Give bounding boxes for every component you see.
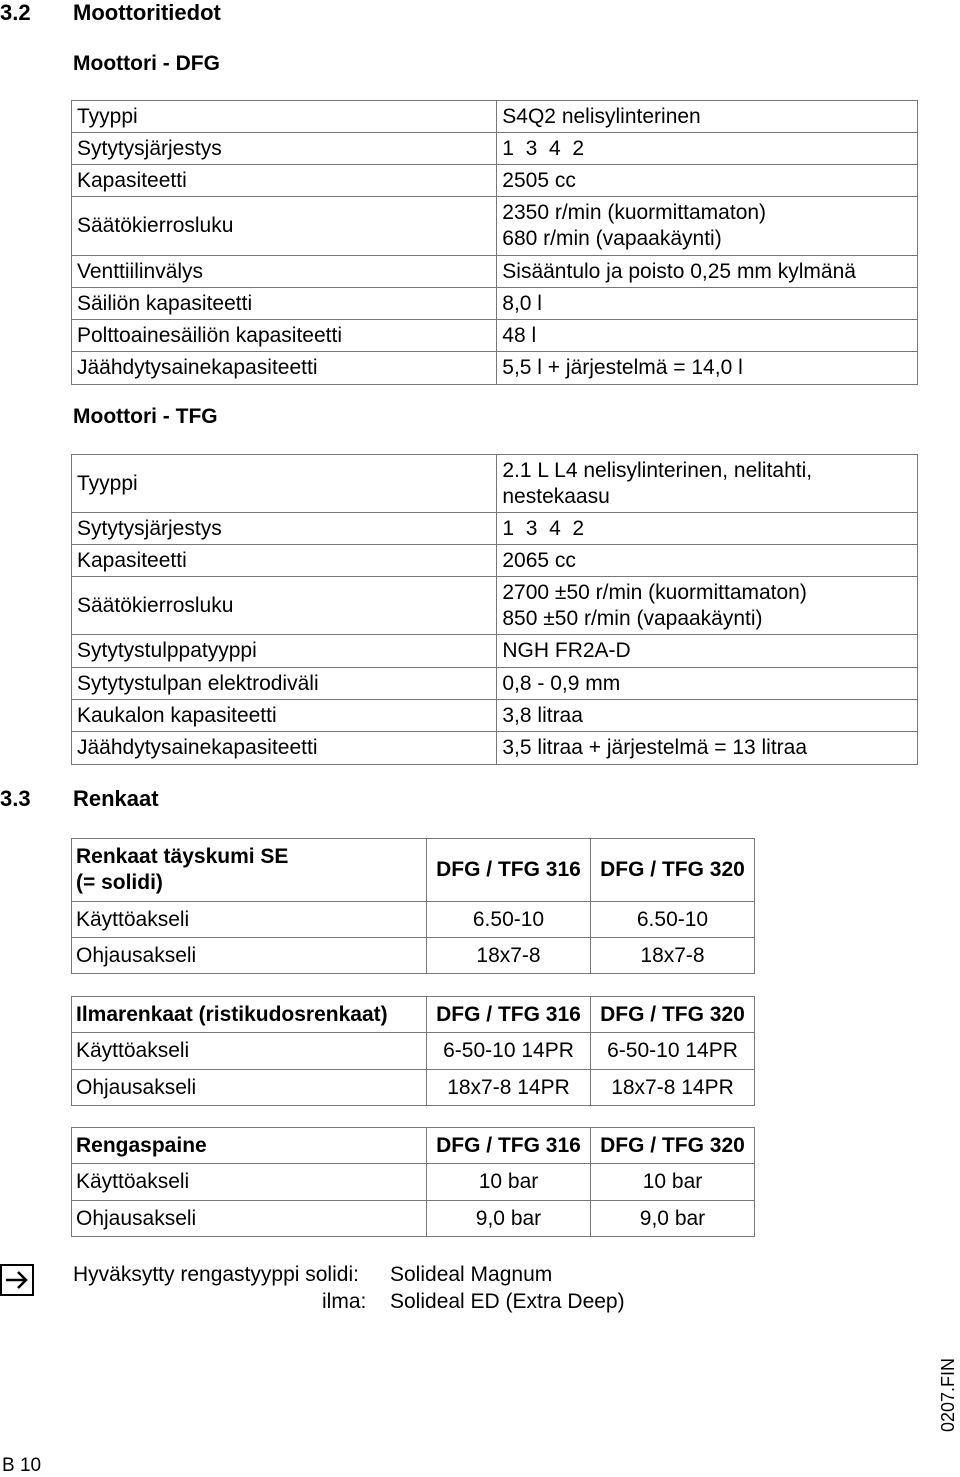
spec-label: Sytytystulppatyyppi	[72, 635, 497, 668]
table-cell: Ohjausakseli	[72, 1201, 427, 1237]
spec-value: Sisääntulo ja poisto 0,25 mm kylmänä	[497, 256, 918, 288]
column-header: DFG / TFG 320	[591, 839, 755, 902]
spec-value: 2065 cc	[497, 545, 918, 577]
table-row	[72, 1070, 755, 1106]
table-row	[72, 1201, 755, 1237]
table-row	[72, 1164, 755, 1201]
page-number: B 10	[2, 1455, 42, 1476]
engine-dfg-heading: Moottori - DFG	[73, 52, 220, 75]
table-cell: 18x7-8	[427, 938, 591, 974]
table-header-row	[72, 1128, 755, 1164]
engine-tfg-table	[71, 454, 918, 765]
section-title-engine: Moottoritiedot	[73, 0, 221, 25]
table-row	[72, 256, 918, 288]
column-header: Ilmarenkaat (ristikudosrenkaat)	[72, 997, 427, 1033]
spec-value: 48 l	[497, 320, 918, 352]
spec-value: 8,0 l	[497, 288, 918, 320]
spec-value: NGH FR2A-D	[497, 635, 918, 668]
table-row	[72, 545, 918, 577]
column-header: Renkaat täyskumi SE (= solidi)	[72, 839, 427, 902]
table-row	[72, 700, 918, 732]
table-cell: Käyttöakseli	[72, 1164, 427, 1201]
table-cell: 9,0 bar	[591, 1201, 755, 1237]
spec-value: S4Q2 nelisylinterinen	[497, 101, 918, 133]
note-approved-solid-value: Solideal Magnum	[390, 1263, 553, 1286]
table-row	[72, 732, 918, 765]
table-row	[72, 513, 918, 545]
spec-label: Polttoainesäiliön kapasiteetti	[72, 320, 497, 352]
table-header-row	[72, 997, 755, 1033]
spec-value: 1 3 4 2	[497, 133, 918, 165]
spec-value: 2350 r/min (kuormittamaton) 680 r/min (vapaakäynti)	[497, 197, 918, 256]
table-cell: 6-50-10 14PR	[427, 1033, 591, 1070]
engine-dfg-table	[71, 100, 918, 385]
column-header: DFG / TFG 320	[591, 997, 755, 1033]
column-header: DFG / TFG 316	[427, 997, 591, 1033]
table-row	[72, 133, 918, 165]
document-code: 0207.FIN	[938, 1357, 958, 1432]
table-header-row	[72, 839, 755, 902]
table-row	[72, 320, 918, 352]
table-cell: 10 bar	[591, 1164, 755, 1201]
table-cell: Ohjausakseli	[72, 938, 427, 974]
table-cell: 6-50-10 14PR	[591, 1033, 755, 1070]
table-row	[72, 455, 918, 513]
table-row	[72, 1033, 755, 1070]
table-cell: 6.50-10	[591, 902, 755, 938]
spec-value: 0,8 - 0,9 mm	[497, 668, 918, 700]
table-row	[72, 288, 918, 320]
spec-label: Jäähdytysainekapasiteetti	[72, 732, 497, 765]
table-cell: 9,0 bar	[427, 1201, 591, 1237]
tires-air-table	[71, 996, 755, 1106]
spec-label: Kaukalon kapasiteetti	[72, 700, 497, 732]
table-cell: Käyttöakseli	[72, 1033, 427, 1070]
table-row	[72, 668, 918, 700]
table-cell: 6.50-10	[427, 902, 591, 938]
spec-label: Venttiilinvälys	[72, 256, 497, 288]
spec-label: Sytytystulpan elektrodiväli	[72, 668, 497, 700]
table-cell: Käyttöakseli	[72, 902, 427, 938]
column-header: DFG / TFG 320	[591, 1128, 755, 1164]
spec-label: Tyyppi	[72, 101, 497, 133]
spec-value: 1 3 4 2	[497, 513, 918, 545]
note-approved-air-value: Solideal ED (Extra Deep)	[390, 1290, 625, 1313]
spec-label: Säätökierrosluku	[72, 197, 497, 256]
table-cell: Ohjausakseli	[72, 1070, 427, 1106]
table-row	[72, 577, 918, 635]
column-header: DFG / TFG 316	[427, 1128, 591, 1164]
section-title-tires: Renkaat	[73, 786, 159, 811]
note-approved-air-label: ilma:	[322, 1290, 367, 1313]
spec-value: 2505 cc	[497, 165, 918, 197]
table-cell: 10 bar	[427, 1164, 591, 1201]
spec-label: Säiliön kapasiteetti	[72, 288, 497, 320]
spec-label: Tyyppi	[72, 455, 497, 513]
spec-value: 2700 ±50 r/min (kuormittamaton) 850 ±50 r/min (vapaakäynti)	[497, 577, 918, 635]
spec-value: 5,5 l + järjestelmä = 14,0 l	[497, 352, 918, 385]
spec-value: 3,5 litraa + järjestelmä = 13 litraa	[497, 732, 918, 765]
spec-label: Jäähdytysainekapasiteetti	[72, 352, 497, 385]
spec-value: 3,8 litraa	[497, 700, 918, 732]
column-header: Rengaspaine	[72, 1128, 427, 1164]
section-number-engine: 3.2	[0, 0, 31, 25]
table-row	[72, 101, 918, 133]
spec-value: 2.1 L L4 nelisylinterinen, nelitahti, nestekaasu	[497, 455, 918, 513]
table-row	[72, 197, 918, 256]
tire-pressure-table	[71, 1127, 755, 1237]
column-header: DFG / TFG 316	[427, 839, 591, 902]
spec-label: Sytytysjärjestys	[72, 513, 497, 545]
note-approved-solid-label: Hyväksytty rengastyyppi solidi:	[73, 1263, 359, 1286]
table-row	[72, 902, 755, 938]
spec-label: Kapasiteetti	[72, 545, 497, 577]
tires-solid-table	[71, 838, 755, 974]
engine-tfg-heading: Moottori - TFG	[73, 405, 218, 428]
table-row	[72, 938, 755, 974]
spec-label: Säätökierrosluku	[72, 577, 497, 635]
spec-label: Sytytysjärjestys	[72, 133, 497, 165]
table-row	[72, 352, 918, 385]
table-row	[72, 165, 918, 197]
table-cell: 18x7-8 14PR	[591, 1070, 755, 1106]
table-row	[72, 635, 918, 668]
arrow-right-icon	[0, 1264, 34, 1296]
section-number-tires: 3.3	[0, 786, 31, 811]
table-cell: 18x7-8	[591, 938, 755, 974]
table-cell: 18x7-8 14PR	[427, 1070, 591, 1106]
spec-label: Kapasiteetti	[72, 165, 497, 197]
